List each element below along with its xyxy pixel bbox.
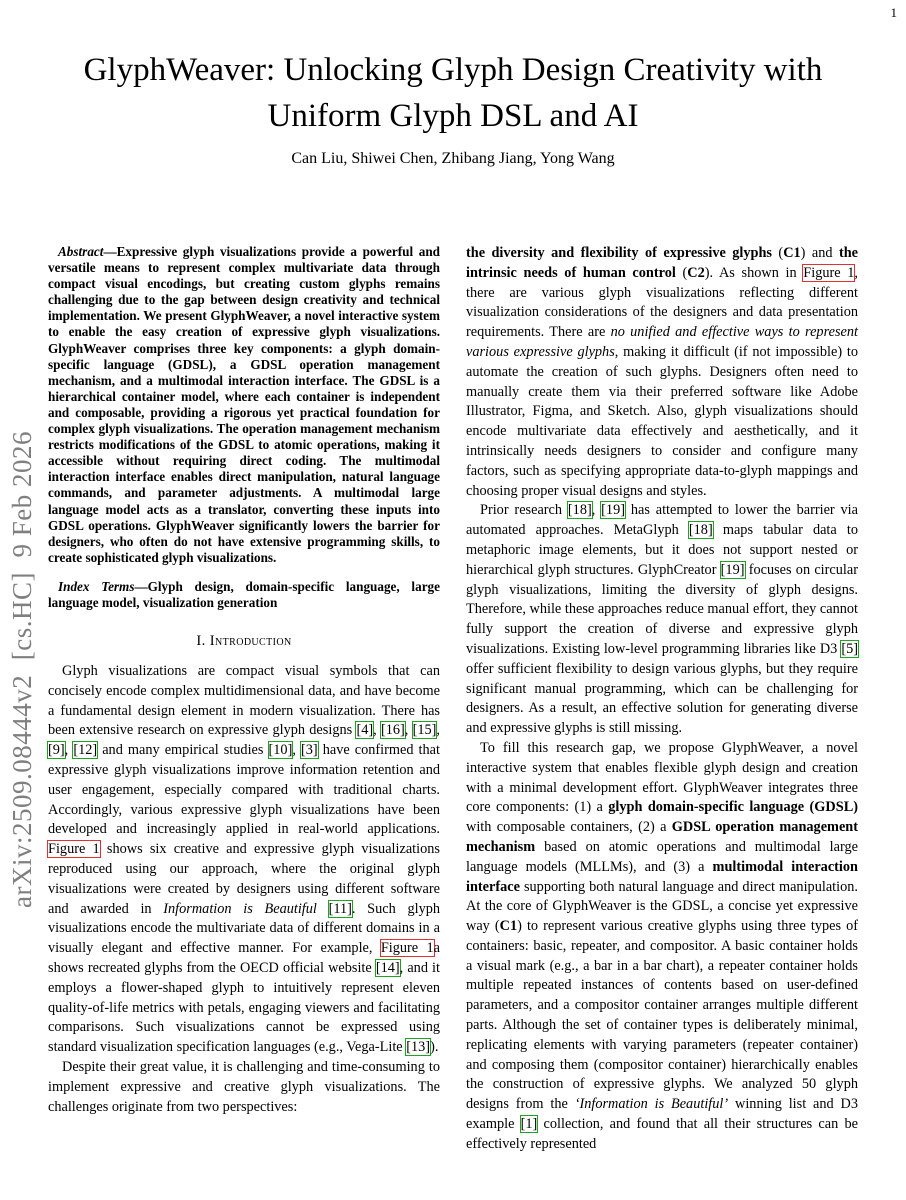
right-column — [466, 244, 858, 1155]
text-run: with composable containers, (2) a — [466, 819, 672, 836]
text-run: Despite their great value, it is challenging and time-consuming to implement expressive and creative glyph visualizations. The challenges originate from two perspectives: — [48, 1059, 440, 1115]
text-run: Prior research — [480, 502, 568, 519]
text-run: has attempted to lower the barrier via automated approaches. MetaGlyph — [466, 502, 859, 539]
text-run-bold: the intrinsic needs of human control — [466, 245, 858, 281]
paper-title: GlyphWeaver: Unlocking Glyph Design Creativity with Uniform Glyph DSL and AI — [83, 52, 823, 134]
text-run-bold: C1 — [499, 918, 518, 935]
citation-link[interactable]: [3] — [300, 742, 318, 759]
citation-link[interactable]: [10] — [268, 742, 293, 759]
text-run: , — [292, 742, 301, 759]
abstract-paragraph — [48, 244, 440, 566]
figure-reference-link[interactable]: Figure 1 — [48, 841, 100, 858]
text-run: , making it difficult (if not impossible) to automate the creation of such glyphs. Designers often need to manually create them via their preferred software like Adobe Illustrator, Figma, and Sketch. Also, glyph visualizations should encode multivariate data effectively and aesthetically, and it intrinsically needs designers to consider and configure many factors, such as specifying appropriate data-to-glyph mappings and choosing proper visual designs and styles. — [466, 343, 858, 499]
paper-authors: Can Liu, Shiwei Chen, Zhibang Jiang, Yong Wang — [291, 150, 615, 167]
page-number: 1 — [890, 5, 897, 20]
text-run: , there are various glyph visualizations reflecting different visualization considerations of the designers and data presentation requirements. There are — [466, 264, 858, 341]
two-column-body — [48, 244, 858, 1155]
text-run-bold: GDSL operation management mechanism — [466, 819, 859, 855]
citation-link[interactable]: [13] — [406, 1039, 431, 1056]
text-run: a shows recreated glyphs from the OECD official website — [48, 940, 440, 977]
text-run: ( — [675, 264, 688, 281]
text-run: ) and — [800, 245, 839, 261]
text-run-bold: —Expressive glyph visualizations provide a powerful and versatile means to represent complex multivariate data through compact visual encodings, but creating custom glyphs remains challenging due to the gap between design creativity and technical implementation. We present GlyphWeaver, a novel interactive system to enable the easy creation of expressive glyph visualizations. GlyphWeaver comprises three key components: a glyph domain-specific language (GDSL), a GDSL operation management mechanism, and a multimodal interaction interface. The GDSL is a hierarchical container model, where each container is independent and composable, providing a rigorous yet practical foundation for complex glyph visualizations. The operation management mechanism restricts modifications of the GDSL to atomic operations, making it accessible without requiring direct coding. The multimodal interaction interface enables direct manipulation, natural language commands, and parameter adjustments. A multimodal large language model acts as a translator, converting these inputs into GDSL operations. GlyphWeaver significantly lowers the barrier for designers, who often do not have extensive programming skills, to create sophisticated glyph visualizations. — [48, 244, 440, 565]
text-run: . Such glyph visualizations encode the multivariate data of different domains in a visually elegant and effective manner. For example, — [48, 900, 441, 957]
text-run: focuses on circular glyph visualizations, limiting the diversity of glyph designs. Therefore, while these approaches reduce manual effort, they cannot fully support the creation of diverse and expressive glyph visualizations. Existing low-level programming libraries like D3 — [466, 561, 858, 657]
citation-link[interactable]: [12] — [73, 742, 98, 759]
section-heading-introduction: I. Introduction — [196, 633, 292, 650]
citation-link[interactable]: [16] — [380, 722, 405, 739]
figure-reference-link[interactable]: Figure 1 — [380, 940, 434, 957]
prior-research-paragraph — [466, 501, 858, 739]
arxiv-stamp: arXiv:2509.08444v2 [cs.HC] 9 Feb 2026 — [7, 431, 37, 908]
text-run: winning list and D3 example — [466, 1096, 858, 1133]
citation-link[interactable]: [5] — [841, 640, 858, 657]
text-run: and many empirical studies — [97, 742, 269, 759]
citation-link[interactable]: [18] — [567, 502, 592, 519]
text-run: , and it employs a flower-shaped glyph to intuitively represent eleven quality-of-life metrics with petals, engaging viewers and facilitating comparisons. Such visualizations cannot be expressed using standard visualization specification languages (e.g., Vega-Lite — [48, 960, 440, 1056]
text-run: , — [64, 742, 74, 759]
continued-paragraph — [466, 244, 858, 501]
text-run-bold: glyph domain-specific language (GDSL) — [608, 799, 858, 816]
text-run: based on atomic operations and multimodal large language models (MLLMs), and (3) a — [466, 838, 858, 875]
text-run: , — [373, 722, 381, 739]
citation-link[interactable]: [19] — [720, 561, 745, 578]
text-run-bold: the diversity and flexibility of expressive glyphs — [466, 245, 772, 261]
text-run-italic: no unified and effective ways to represent various expressive glyphs — [466, 324, 858, 360]
citation-link[interactable]: [9] — [48, 742, 65, 759]
text-run: supporting both natural language and direct manipulation. At the core of GlyphWeaver is the GDSL, a concise yet expressive way ( — [466, 878, 858, 935]
contribution-paragraph — [466, 739, 858, 1155]
citation-link[interactable]: [4] — [356, 722, 374, 739]
intro-paragraph-2 — [48, 1058, 440, 1117]
text-run: ( — [771, 245, 784, 261]
citation-link[interactable]: [15] — [412, 722, 437, 739]
left-column — [48, 244, 440, 1155]
text-run-bold: —Glyph design, domain-specific language, large language model, visualization generation — [48, 578, 440, 610]
text-run: have confirmed that expressive glyph visualizations improve information retention and user engagement, especially compared with traditional charts. Accordingly, various expressive glyph visualizations have been developed and increasingly applied in real-world applications. — [48, 742, 440, 838]
text-run: , — [404, 722, 413, 739]
text-run: collection, and found that all their structures can be effectively represented — [466, 1116, 858, 1152]
citation-link[interactable]: [18] — [688, 522, 713, 539]
citation-link[interactable]: [11] — [328, 900, 352, 917]
index-terms-paragraph — [48, 579, 440, 611]
figure-reference-link[interactable]: Figure 1 — [803, 264, 855, 281]
text-run: ) to represent various creative glyphs using three types of containers: basic, repeater, and compositor. A basic container holds a visual mark (e.g., a bar in a bar chart), a repeater container holds multiple repeated instances of contents based on user-defined parameters, and a compositor container arranges multiple different parts. Although the set of container types is deliberately minimal, replicating elements with varying parameters (repeater container) and composing them (compositor container) hierarchically enables the construction of expressive glyphs. We analyzed 50 glyph designs from the — [466, 918, 858, 1113]
text-run: , — [436, 722, 440, 739]
citation-link[interactable]: [1] — [520, 1116, 538, 1133]
text-run-italic: ‘Information is Beautiful’ — [574, 1096, 729, 1113]
text-run: To fill this research gap, we propose GlyphWeaver, a novel interactive system that enables flexible glyph design and creation with a minimal development effort. GlyphWeaver integrates three core components: (1) a — [466, 739, 858, 816]
text-run: offer sufficient flexibility to design various glyphs, but they require significant manual programming, which can be challenging for designers. As a result, an effective solution for generating diverse and expressive glyphs is still missing. — [466, 660, 858, 737]
citation-link[interactable]: [14] — [375, 960, 400, 977]
text-run-bold: C2 — [687, 264, 705, 281]
text-run: maps tabular data to metaphoric image elements, but it does not support nested or hierarchical glyph structures. GlyphCreator — [466, 522, 858, 578]
citation-link[interactable]: [19] — [601, 502, 625, 519]
text-run — [317, 901, 329, 917]
text-run-bold-italic: Index Terms — [58, 578, 135, 594]
text-run: , — [591, 502, 602, 519]
text-run-bold-italic: Abstract — [58, 244, 104, 259]
text-run: ). As shown in — [704, 264, 804, 281]
text-run: ). — [430, 1039, 439, 1056]
text-run-bold: multimodal interaction interface — [466, 858, 858, 895]
text-run-italic: Information is Beautiful — [163, 900, 317, 917]
intro-paragraph-1 — [48, 662, 440, 1058]
text-run-bold: C1 — [783, 245, 801, 261]
text-run: Glyph visualizations are compact visual symbols that can concisely encode complex multidimensional data, and have become a fundamental design element in modern visualization. There has been extensive research on expressive glyph designs — [48, 663, 440, 739]
text-run: shows six creative and expressive glyph visualizations reproduced using our approach, where the original glyph visualizations were created by designers using different software and awarded in — [48, 841, 440, 917]
